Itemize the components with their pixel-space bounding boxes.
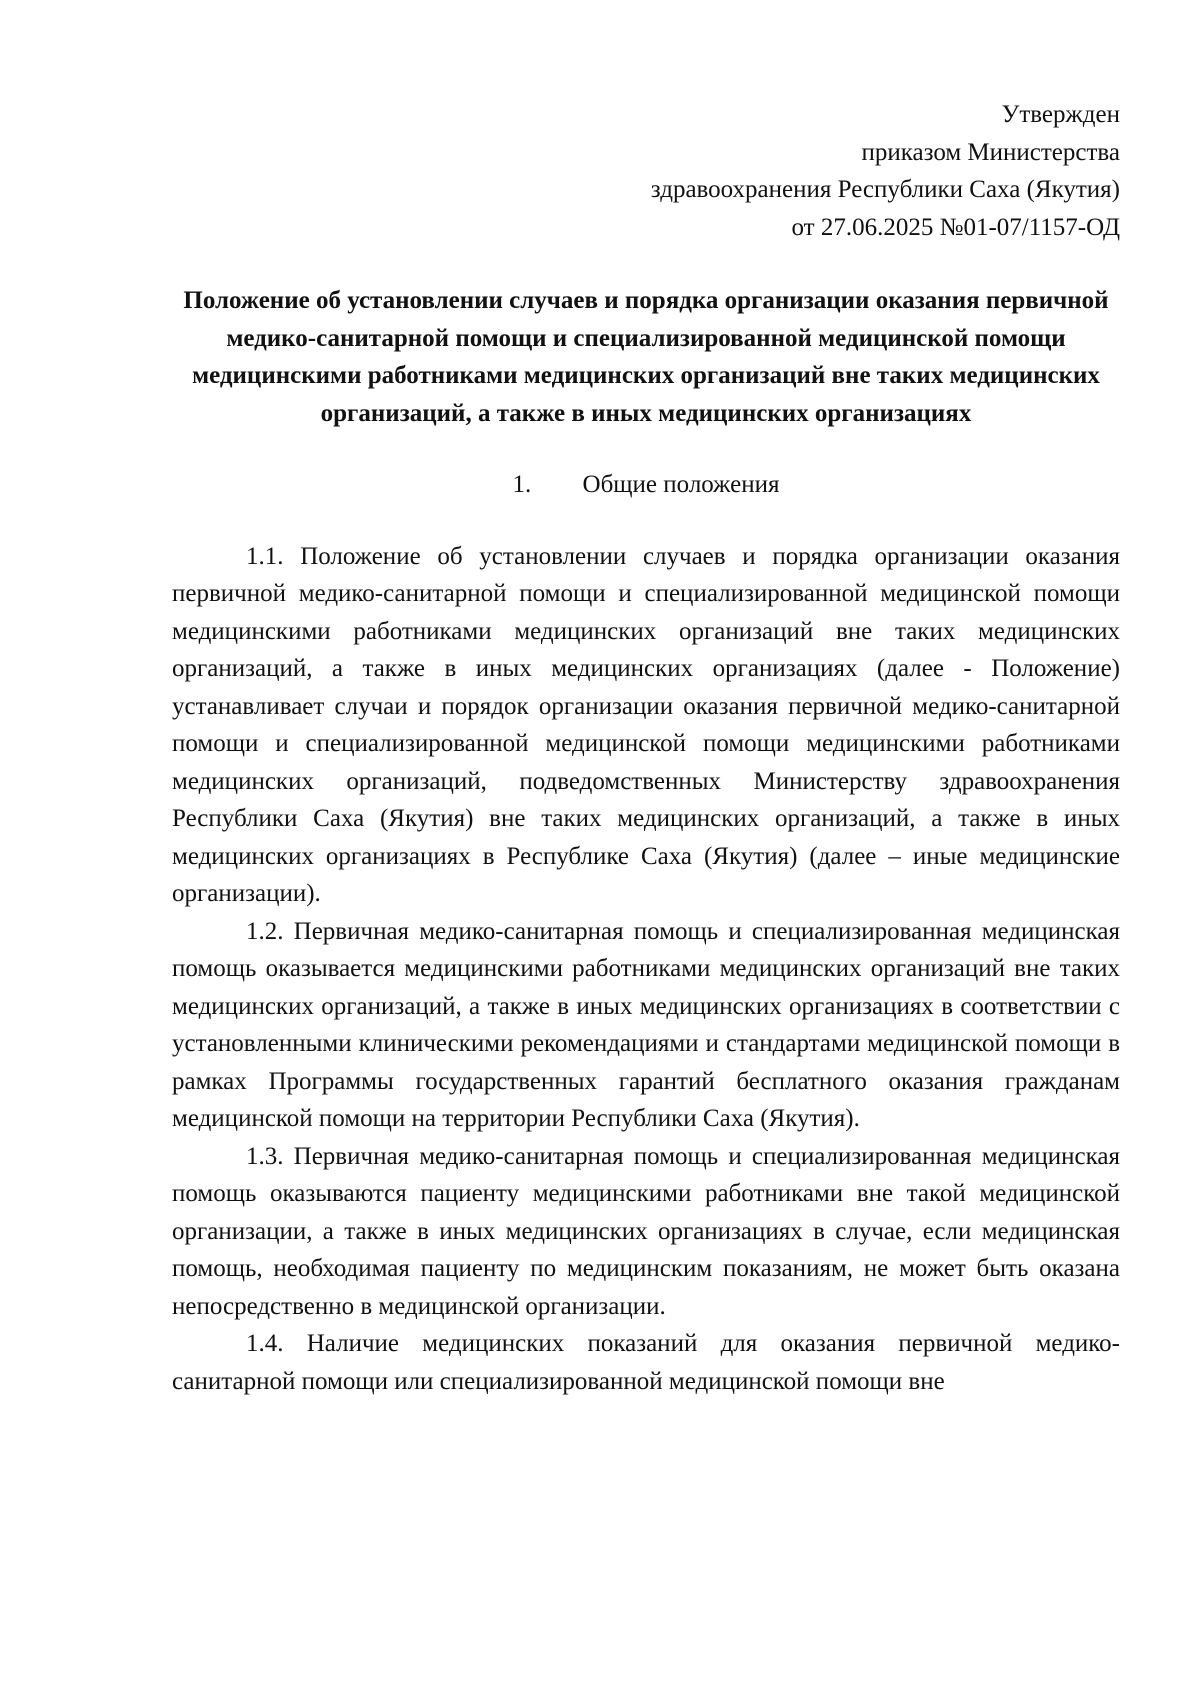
paragraph-1-2: 1.2. Первичная медико-санитарная помощь и специализированная медицинская помощь оказывается медицинскими работниками медицинских организаций вне таких медицинских организаций, а также в иных медицинских организациях в соответствии с установленными клиническими рекомендациями и стандартами медицинской помощи в рамках Программы государственных гарантий бесплатного оказания гражданам медицинской помощи на территории Республики Саха (Якутия). <box>172 917 1120 1132</box>
approval-line-4: от 27.06.2025 №01-07/1157-ОД <box>791 213 1120 241</box>
document-page <box>172 96 1120 1400</box>
section-name: Общие положения <box>582 471 780 498</box>
section-number: 1. <box>512 471 532 498</box>
approval-line-3: здравоохранения Республики Саха (Якутия) <box>650 176 1120 203</box>
section-heading <box>172 466 1120 504</box>
approval-line-1: Утвержден <box>1001 101 1120 128</box>
document-title: Положение об установлении случаев и порядка организации оказания первичной медико-санитарной помощи и специализированной медицинской помощи медицинскими работниками медицинских организаций вне таких медицинских организаций, а также в иных медицинских организациях <box>183 287 1109 427</box>
paragraph-1-3: 1.3. Первичная медико-санитарная помощь и специализированная медицинская помощь оказываются пациенту медицинскими работниками вне такой медицинской организации, а также в иных медицинских организациях в случае, если медицинская помощь, необходимая пациенту по медицинским показаниям, не может быть оказана непосредственно в медицинской организации. <box>172 1142 1120 1320</box>
paragraph-1-1: 1.1. Положение об установлении случаев и порядка организации оказания первичной медико-санитарной помощи и специализированной медицинской помощи медицинскими работниками медицинских организаций вне таких медицинских организаций, а также в иных медицинских организациях (далее - Положение) устанавливает случаи и порядок организации оказания первичной медико-санитарной помощи и специализированной медицинской помощи медицинскими работниками медицинских организаций, подведомственных Министерству здравоохранения Республики Саха (Якутия) вне таких медицинских организаций, а также в иных медицинских организациях в Республике Саха (Якутия) (далее – иные медицинские организации). <box>172 542 1120 907</box>
approval-block <box>172 96 1120 246</box>
approval-line-2: приказом Министерства <box>861 138 1120 166</box>
paragraph-1-4: 1.4. Наличие медицинских показаний для оказания первичной медико-санитарной помощи или специализированной медицинской помощи вне <box>172 1330 1120 1395</box>
